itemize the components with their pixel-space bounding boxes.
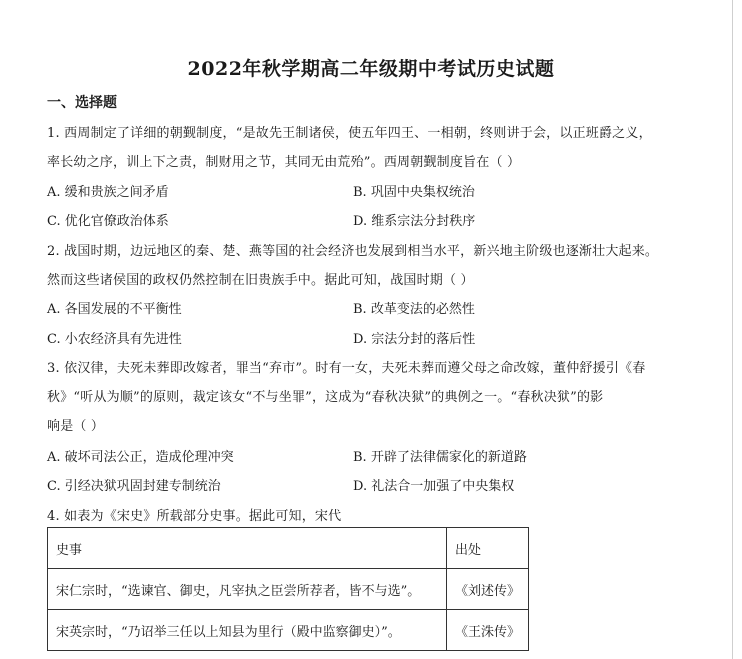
q1-line-1: 1. 西周制定了详细的朝觐制度，“是故先王制诸侯，使五年四王、一相朝，终则讲于会，以正班爵之义， (47, 126, 652, 141)
q3-option-b: B. 开辟了法律儒家化的新道路 (353, 450, 527, 465)
table-header-row (48, 528, 529, 569)
table-row (48, 610, 529, 651)
table-cell-event: 宋英宗时，“乃诏举三任以上知县为里行（殿中监察御史）”。 (48, 610, 447, 651)
q2-line-1: 2. 战国时期，边远地区的秦、楚、燕等国的社会经济也发展到相当水平，新兴地主阶级也逐渐壮大起来。 (47, 244, 659, 259)
q3-line-1: 3. 依汉律，夫死未葬即改嫁者，罪当“弃市”。时有一女，夫死未葬而遵父母之命改嫁，董仲舒援引《春 (47, 361, 646, 376)
q3-line-2: 秋》“听从为顺”的原则，裁定该女“不与坐罪”，这成为“春秋决狱”的典例之一。“春秋决狱”的影 (47, 390, 604, 405)
table-row (48, 569, 529, 610)
q2-option-d: D. 宗法分封的落后性 (353, 332, 476, 347)
table-header-source: 出处 (447, 528, 529, 569)
table-header-event: 史事 (48, 528, 447, 569)
table-cell-event: 宋仁宗时，“选谏官、御史，凡宰执之臣尝所荐者，皆不与选”。 (48, 569, 447, 610)
q3-option-a: A. 破坏司法公正，造成伦理冲突 (47, 450, 234, 465)
q1-option-a: A. 缓和贵族之间矛盾 (47, 185, 169, 200)
table-cell-source: 《刘述传》 (447, 569, 529, 610)
q2-option-b: B. 改革变法的必然性 (353, 302, 475, 317)
q1-option-d: D. 维系宗法分封秩序 (353, 214, 476, 229)
q1-option-c: C. 优化官僚政治体系 (47, 214, 169, 229)
table-cell-source: 《王洙传》 (447, 610, 529, 651)
q2-line-2: 然而这些诸侯国的政权仍然控制在旧贵族手中。据此可知，战国时期（ ） (47, 273, 474, 288)
section-heading: 一、选择题 (47, 95, 117, 111)
q1-line-2: 率长幼之序，训上下之责，制财用之节，其同无由荒殆”。西周朝觐制度旨在（ ） (47, 155, 521, 170)
page-title: 2022年秋学期高二年级期中考试历史试题 (187, 58, 555, 80)
q3-option-d: D. 礼法合一加强了中央集权 (353, 479, 515, 494)
q1-option-b: B. 巩固中央集权统治 (353, 185, 475, 200)
q3-option-c: C. 引经决狱巩固封建专制统治 (47, 479, 221, 494)
q4-line-1: 4. 如表为《宋史》所载部分史事。据此可知，宋代 (47, 509, 342, 524)
history-table (47, 527, 529, 651)
q3-line-3: 响是（ ） (47, 419, 105, 434)
q2-option-a: A. 各国发展的不平衡性 (47, 302, 182, 317)
q2-option-c: C. 小农经济具有先进性 (47, 332, 182, 347)
page-edge (732, 0, 733, 659)
